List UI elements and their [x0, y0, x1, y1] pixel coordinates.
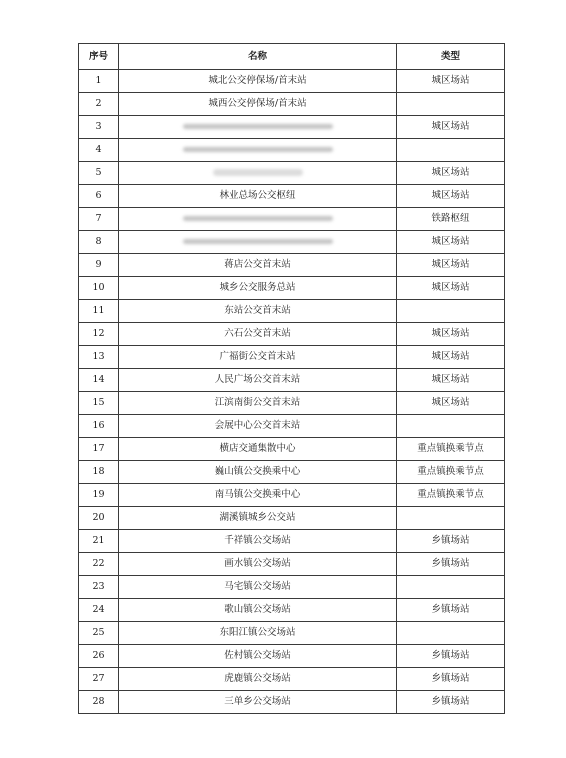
cell-type: 铁路枢纽	[397, 208, 505, 231]
cell-type: 城区场站	[397, 369, 505, 392]
cell-type: 城区场站	[397, 116, 505, 139]
table-row	[79, 599, 505, 622]
cell-idx: 5	[79, 162, 119, 185]
table-row	[79, 300, 505, 323]
table-header	[79, 44, 505, 70]
table-row	[79, 208, 505, 231]
cell-idx: 23	[79, 576, 119, 599]
cell-name: 三单乡公交场站	[119, 691, 397, 714]
cell-idx: 15	[79, 392, 119, 415]
cell-type	[397, 576, 505, 599]
cell-type: 重点镇换乘节点	[397, 438, 505, 461]
cell-name: 千祥镇公交场站	[119, 530, 397, 553]
cell-idx: 8	[79, 231, 119, 254]
cell-type: 城区场站	[397, 323, 505, 346]
cell-idx: 10	[79, 277, 119, 300]
cell-type: 重点镇换乘节点	[397, 461, 505, 484]
table-row	[79, 461, 505, 484]
cell-name: 广福街公交首末站	[119, 346, 397, 369]
cell-idx: 19	[79, 484, 119, 507]
cell-name	[119, 139, 397, 162]
cell-type: 乡镇场站	[397, 691, 505, 714]
table-row	[79, 645, 505, 668]
header-index: 序号	[79, 44, 119, 70]
cell-type: 乡镇场站	[397, 599, 505, 622]
cell-idx: 28	[79, 691, 119, 714]
table-row	[79, 484, 505, 507]
table-row	[79, 346, 505, 369]
cell-idx: 14	[79, 369, 119, 392]
cell-name: 城西公交停保场/首末站	[119, 93, 397, 116]
cell-idx: 2	[79, 93, 119, 116]
table-row	[79, 93, 505, 116]
table-row	[79, 116, 505, 139]
cell-name: 湖溪镇城乡公交站	[119, 507, 397, 530]
cell-type	[397, 415, 505, 438]
cell-type: 城区场站	[397, 162, 505, 185]
cell-name: 人民广场公交首末站	[119, 369, 397, 392]
table-row	[79, 185, 505, 208]
cell-type: 城区场站	[397, 185, 505, 208]
cell-idx: 11	[79, 300, 119, 323]
table-row	[79, 70, 505, 93]
cell-name: 虎鹿镇公交场站	[119, 668, 397, 691]
station-table	[78, 43, 505, 714]
table-row	[79, 231, 505, 254]
cell-type: 城区场站	[397, 346, 505, 369]
header-name: 名称	[119, 44, 397, 70]
cell-name: 歌山镇公交场站	[119, 599, 397, 622]
table-row	[79, 530, 505, 553]
cell-type	[397, 507, 505, 530]
cell-name: 城北公交停保场/首末站	[119, 70, 397, 93]
table-row	[79, 691, 505, 714]
cell-idx: 17	[79, 438, 119, 461]
redaction-mark	[183, 124, 333, 129]
table-row	[79, 369, 505, 392]
table-row	[79, 668, 505, 691]
cell-type: 城区场站	[397, 254, 505, 277]
cell-idx: 26	[79, 645, 119, 668]
cell-type	[397, 300, 505, 323]
cell-name	[119, 208, 397, 231]
cell-idx: 24	[79, 599, 119, 622]
redaction-mark	[183, 147, 333, 152]
cell-type: 城区场站	[397, 392, 505, 415]
cell-name: 佐村镇公交场站	[119, 645, 397, 668]
cell-name: 江滨南街公交首末站	[119, 392, 397, 415]
cell-name: 东阳江镇公交场站	[119, 622, 397, 645]
cell-type: 城区场站	[397, 231, 505, 254]
cell-idx: 16	[79, 415, 119, 438]
header-type: 类型	[397, 44, 505, 70]
cell-name	[119, 162, 397, 185]
table-row	[79, 277, 505, 300]
cell-type	[397, 139, 505, 162]
cell-name: 画水镇公交场站	[119, 553, 397, 576]
cell-name: 六石公交首末站	[119, 323, 397, 346]
cell-name	[119, 231, 397, 254]
table-body	[79, 70, 505, 714]
table-row	[79, 576, 505, 599]
table-row	[79, 553, 505, 576]
table-row	[79, 392, 505, 415]
cell-idx: 1	[79, 70, 119, 93]
table-row	[79, 438, 505, 461]
cell-name: 城乡公交服务总站	[119, 277, 397, 300]
cell-idx: 9	[79, 254, 119, 277]
table-row	[79, 507, 505, 530]
cell-idx: 7	[79, 208, 119, 231]
cell-idx: 18	[79, 461, 119, 484]
cell-idx: 27	[79, 668, 119, 691]
cell-idx: 22	[79, 553, 119, 576]
cell-idx: 13	[79, 346, 119, 369]
redaction-mark	[183, 216, 333, 221]
cell-idx: 20	[79, 507, 119, 530]
cell-type: 城区场站	[397, 70, 505, 93]
cell-idx: 25	[79, 622, 119, 645]
cell-type: 乡镇场站	[397, 668, 505, 691]
cell-type: 乡镇场站	[397, 645, 505, 668]
cell-type: 重点镇换乘节点	[397, 484, 505, 507]
cell-name: 林业总场公交枢纽	[119, 185, 397, 208]
table-row	[79, 254, 505, 277]
redaction-mark	[213, 169, 303, 176]
table-row	[79, 323, 505, 346]
table-row	[79, 622, 505, 645]
cell-name: 东站公交首末站	[119, 300, 397, 323]
table-row	[79, 139, 505, 162]
table-row	[79, 415, 505, 438]
cell-name: 横店交通集散中心	[119, 438, 397, 461]
redaction-mark	[183, 239, 333, 244]
cell-name: 蒋店公交首末站	[119, 254, 397, 277]
cell-type: 乡镇场站	[397, 553, 505, 576]
header-row	[79, 44, 505, 70]
cell-name: 会展中心公交首末站	[119, 415, 397, 438]
cell-idx: 21	[79, 530, 119, 553]
table-row	[79, 162, 505, 185]
cell-idx: 12	[79, 323, 119, 346]
cell-name: 南马镇公交换乘中心	[119, 484, 397, 507]
cell-idx: 4	[79, 139, 119, 162]
cell-type: 城区场站	[397, 277, 505, 300]
cell-idx: 3	[79, 116, 119, 139]
cell-type	[397, 93, 505, 116]
cell-idx: 6	[79, 185, 119, 208]
cell-type: 乡镇场站	[397, 530, 505, 553]
cell-name: 巍山镇公交换乘中心	[119, 461, 397, 484]
cell-type	[397, 622, 505, 645]
cell-name	[119, 116, 397, 139]
cell-name: 马宅镇公交场站	[119, 576, 397, 599]
